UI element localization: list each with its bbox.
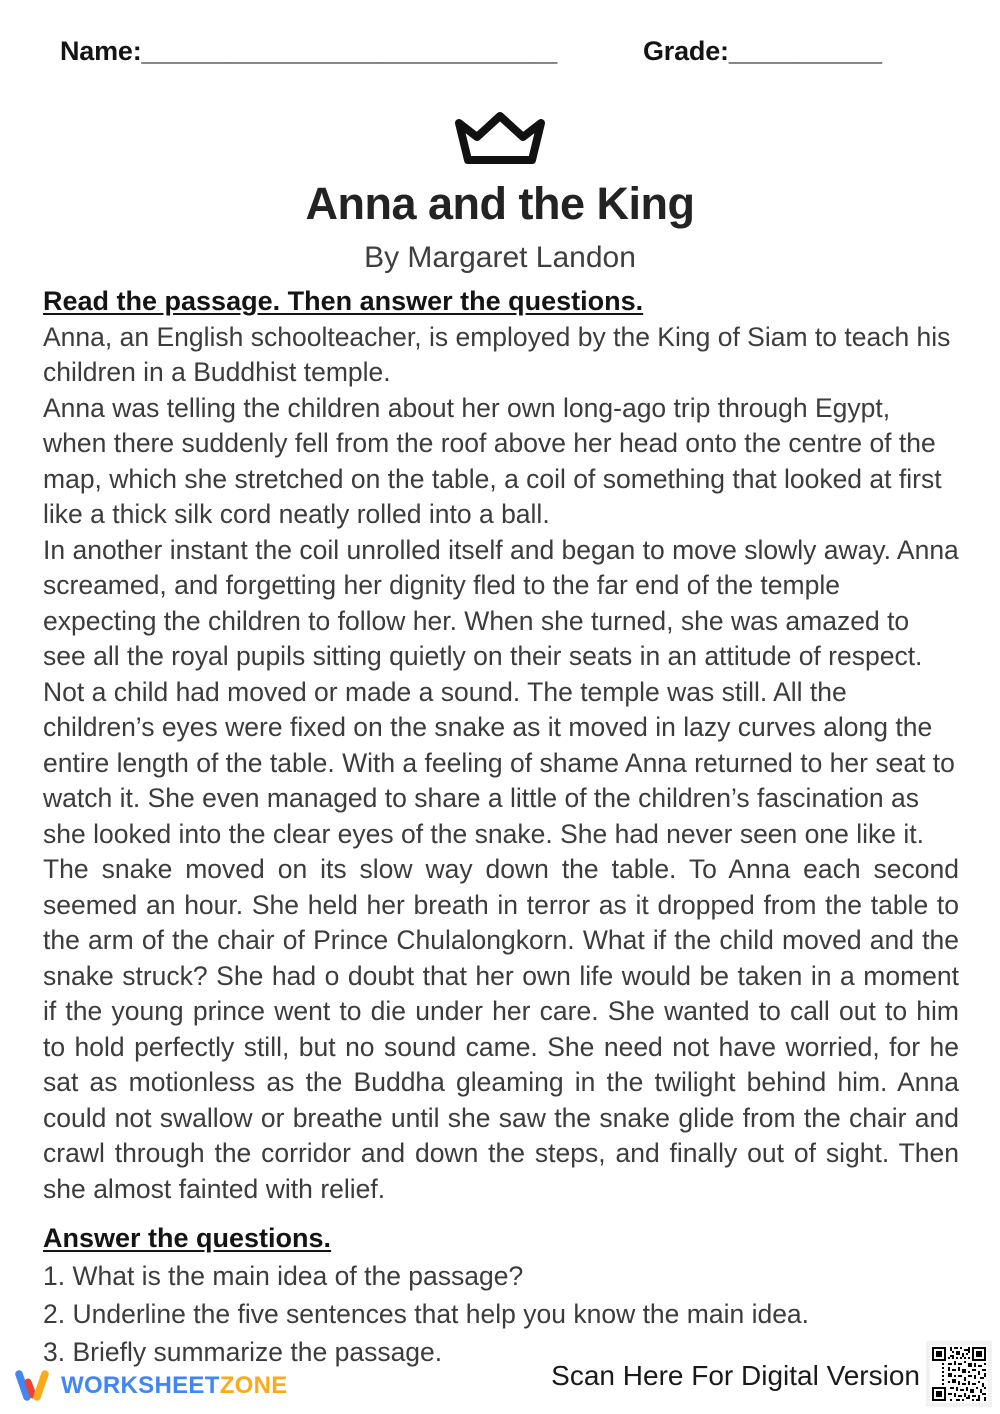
page-title: Anna and the King bbox=[305, 178, 695, 229]
worksheet-body bbox=[43, 284, 959, 1371]
passage-paragraph-3: In another instant the coil unrolled itself and began to move slowly away. Anna screamed, and forgetting her dignity fled to the far end of the temple expecting the children to follow her. When she turned, she was amazed to see all the royal pupils sitting quietly on their seats in an attitude of respect. Not a child had moved or made a sound. The temple was still. All the children’s eyes were fixed on the snake as it moved in lazy curves along the entire length of the table. With a feeling of shame Anna returned to her seat to watch it. She even managed to share a little of the children’s fascination as she looked into the clear eyes of the snake. She had never seen one like it. bbox=[43, 534, 959, 849]
passage-paragraph-1: Anna, an English schoolteacher, is employed by the King of Siam to teach his children in a Buddhist temple. bbox=[43, 321, 951, 387]
qr-code-graphic bbox=[930, 1345, 988, 1403]
student-info-row bbox=[0, 36, 1000, 80]
page-footer bbox=[0, 1334, 1000, 1414]
worksheet-zone-logo-text bbox=[61, 1372, 288, 1400]
logo-word-worksheet: WORKSHEET bbox=[61, 1372, 220, 1399]
passage-paragraph-2: Anna was telling the children about her own long-ago trip through Egypt, when there suddenly fell from the roof above her head onto the centre of the map, which she stretched on the table, a coil of something that looked at first like a thick silk cord neatly rolled into a ball. bbox=[43, 392, 942, 529]
worksheet-zone-logo-mark bbox=[14, 1370, 52, 1402]
logo-word-zone: ZONE bbox=[219, 1372, 288, 1399]
passage-instruction-heading: Read the passage. Then answer the questions. bbox=[43, 286, 644, 316]
qr-code-icon[interactable] bbox=[926, 1341, 992, 1407]
scan-instruction-text: Scan Here For Digital Version bbox=[551, 1360, 920, 1391]
crown-icon-wrap bbox=[0, 112, 1000, 164]
grade-blank-line[interactable]: ___________ bbox=[728, 36, 881, 66]
passage-paragraph-4: The snake moved on its slow way down the table. To Anna each second seemed an hour. She held her breath in terror as it dropped from the table to the arm of the chair of Prince Chulalongkorn. What if the child moved and the snake struck? She had o doubt that her own life would be taken in a moment if the young prince went to die under her care. She wanted to call out to him to hold perfectly still, but no sound came. She need not have worried, for he sat as motionless as the Buddha gleaming in the twilight behind him. Anna could not swallow or breathe until she saw the snake glide from the chair and crawl through the corridor and down the steps, and finally out of sight. Then she almost fainted with relief. bbox=[43, 854, 959, 1204]
questions-heading: Answer the questions. bbox=[43, 1223, 332, 1253]
question-item-1: 1. What is the main idea of the passage? bbox=[43, 1261, 524, 1291]
worksheet-zone-logo[interactable] bbox=[14, 1370, 288, 1402]
name-blank-line[interactable]: ______________________________ bbox=[141, 36, 557, 66]
grade-field[interactable] bbox=[643, 36, 881, 67]
author-byline: By Margaret Landon bbox=[364, 241, 636, 274]
question-item-3: 3. Briefly summarize the passage. bbox=[43, 1337, 443, 1367]
name-field[interactable] bbox=[60, 36, 556, 67]
grade-label: Grade: bbox=[643, 36, 729, 66]
name-label: Name: bbox=[60, 36, 142, 66]
question-item-2: 2. Underline the five sentences that help you know the main idea. bbox=[43, 1299, 810, 1329]
crown-icon bbox=[452, 112, 548, 164]
